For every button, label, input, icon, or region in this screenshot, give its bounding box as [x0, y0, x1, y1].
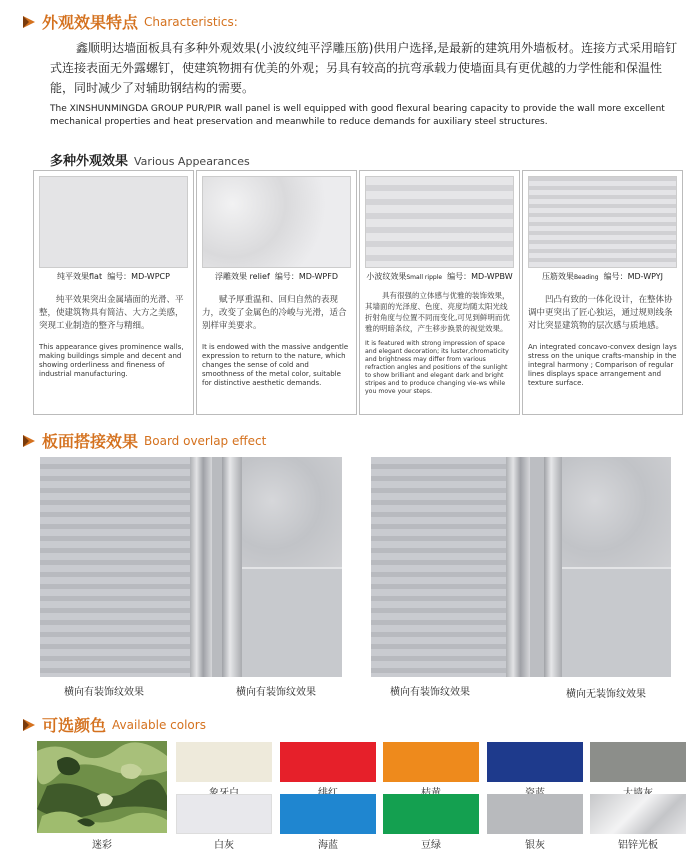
arrow-icon [22, 718, 36, 732]
card-caption: 压筋效果Beading 编号：MD-WPYJ [541, 272, 664, 281]
camo-swatch [37, 741, 167, 833]
color-chip [383, 742, 479, 782]
color-name-camo: 迷彩 [92, 840, 112, 851]
appearance-card-ripple [359, 170, 520, 415]
beading-swatch [528, 176, 677, 268]
color-name: 豆绿 [421, 840, 441, 851]
ripple-swatch [365, 176, 514, 268]
intro-text-en: The XINSHUNMINGDA GROUP PUR/PIR wall panel is well equipped with good flexural bearing capacity to provide the wall more excellent mechanical properties and heat preservation and meanwhile to reduce demands for auxiliary steel structures. [50, 104, 665, 127]
appearance-card-beading [522, 170, 683, 415]
appearances-title-en: Various Appearances [134, 155, 250, 168]
card-desc-cn: 纯平效果突出金属墙面的光滑、平整，使建筑物具有简洁、大方之美感，突现工业制造的整齐与精细。 [39, 295, 184, 331]
overlap-image-right [371, 457, 671, 677]
arrow-icon [22, 15, 36, 29]
overlap-title-cn: 板面搭接效果 [42, 432, 139, 451]
color-chip [383, 794, 479, 834]
overlap-image-left [40, 457, 342, 677]
card-desc-en: This appearance gives prominence walls, making buildings simple and decent and showing orderliness and fineness of industrial manufacturing. [39, 343, 184, 378]
overlap-title-en: Board overlap effect [144, 433, 267, 448]
appearances-header [50, 150, 250, 169]
section-header-colors [22, 713, 206, 736]
appearance-card-relief [196, 170, 357, 415]
color-chip [176, 794, 272, 834]
card-desc-cn: 具有很强的立体感与优雅的装饰效果，其墙面的光泽度、色度、亮度均随太阳光线折射角度与位置不同而变化,可见到鲜明而优雅的明暗条纹，产生移步换景的视觉效果。 [365, 291, 510, 333]
card-desc-cn: 赋予厚重温和、回归自然的表现力，改变了金属色的冷峻与光滑，适合别样审美要求。 [202, 295, 347, 331]
card-desc-en: It is featured with strong impression of space and elegant decoration; its luster,chromaticity and brightness may differ from various refraction angles and positions of the sunlight to show brilliant and elegant dark and bright stripes and to produce changing vie-ws while you move your steps. [365, 340, 509, 395]
color-chip [487, 742, 583, 782]
color-chip [487, 794, 583, 834]
color-name: 铝锌光板 [618, 840, 658, 851]
card-caption: 浮雕效果 relief 编号：MD-WPFD [215, 272, 338, 281]
color-name: 银灰 [525, 840, 545, 851]
section-title-en: Characteristics: [144, 14, 238, 29]
intro-text-cn: 鑫顺明达墙面板具有多种外观效果(小波纹纯平浮雕压筋)供用户选择,是最新的建筑用外墙板材。连接方式采用暗钉式连接表面无外露螺钉，使建筑物拥有优美的外观；另具有较高的抗弯承载力使墙面具有更优越的力学性能和保温性能，同时减少了对辅助钢结构的需要。 [50, 41, 678, 95]
appearance-cards [33, 170, 683, 415]
card-caption: 纯平效果flat 编号：MD-WPCP [57, 272, 170, 281]
colors-title-cn: 可选颜色 [42, 716, 107, 735]
appearances-title-cn: 多种外观效果 [50, 154, 129, 169]
section-title-cn: 外观效果特点 [42, 13, 139, 32]
section-header-overlap [22, 429, 266, 452]
colors-title-en: Available colors [112, 717, 206, 732]
appearance-card-flat [33, 170, 194, 415]
color-chip [590, 794, 686, 834]
overlap-caption: 横向无装饰纹效果 [566, 689, 646, 700]
color-chip [280, 794, 376, 834]
card-desc-cn: 凹凸有致的一体化设计，在整体协调中更突出了匠心独运，通过规则线条对比突显建筑物的层次感与质地感。 [528, 295, 673, 331]
overlap-caption: 横向有装饰纹效果 [236, 687, 316, 698]
overlap-caption: 横向有装饰纹效果 [64, 687, 144, 698]
flat-swatch [39, 176, 188, 268]
color-name: 白灰 [214, 840, 234, 851]
color-chip [590, 742, 686, 782]
relief-swatch [202, 176, 351, 268]
color-chip [176, 742, 272, 782]
card-caption: 小波纹效果Small ripple 编号：MD-WPBW [366, 272, 513, 281]
arrow-icon [22, 434, 36, 448]
card-desc-en: It is endowed with the massive andgentle expression to return to the nature, which changes the sense of cold and smoothness of the metal color, suitable for distinctive aesthetic demands. [202, 343, 349, 387]
card-desc-en: An integrated concavo-convex design lays stress on the unique crafts-manship in the integral harmony ; Comparison of regular lines displays space arrangement and texture surface. [528, 343, 677, 387]
color-name: 海蓝 [318, 840, 338, 851]
section-header-characteristics [22, 10, 238, 33]
overlap-caption: 横向有装饰纹效果 [390, 687, 470, 698]
color-chip [280, 742, 376, 782]
